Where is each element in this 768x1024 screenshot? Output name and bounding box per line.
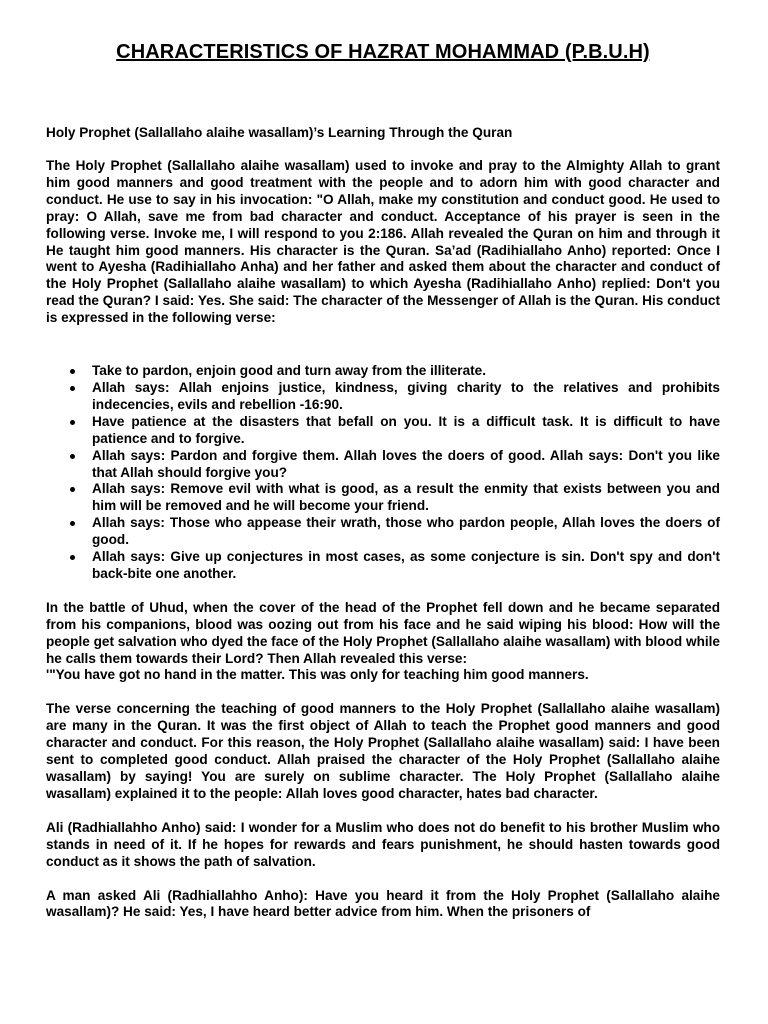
ali-paragraph-1: Ali (Radhiallahho Anho) said: I wonder for a Muslim who does not do benefit to his brother Muslim who stands in need of it. If he hopes for rewards and fears punishment, he should hasten towards good conduct as it shows the path of salvation. (46, 819, 720, 869)
list-item: Allah says: Remove evil with what is good, as a result the enmity that exists between you and him will be removed and he will become your friend. (70, 481, 720, 515)
list-item: Allah says: Allah enjoins justice, kindness, giving charity to the relatives and prohibits indecencies, evils and rebellion -16:90. (70, 380, 720, 414)
list-item: Have patience at the disasters that befall on you. It is a difficult task. It is difficult to have patience and to forgive. (70, 414, 720, 448)
bullet-icon (70, 454, 75, 459)
bullet-icon (70, 555, 75, 560)
ali-paragraph-2: A man asked Ali (Radhiallahho Anho): Have you heard it from the Holy Prophet (Sallallaho alaihe wasallam)? He said: Yes, I have heard better advice from him. When the prisoners of (46, 887, 720, 920)
page-title: CHARACTERISTICS OF HAZRAT MOHAMMAD (P.B.U.H) (116, 41, 650, 63)
bullet-icon (70, 369, 75, 374)
list-item: Take to pardon, enjoin good and turn away from the illiterate. (70, 363, 720, 380)
bullet-icon (70, 420, 75, 425)
list-item: Allah says: Pardon and forgive them. Allah loves the doers of good. Allah says: Don't you like that Allah should forgive you? (70, 448, 720, 482)
teaching-paragraph: The verse concerning the teaching of good manners to the Holy Prophet (Sallallaho alaihe wasallam) are many in the Quran. It was the first object of Allah to teach the Prophet good manners and good character and conduct. For this reason, the Holy Prophet (Sallallaho alaihe wasallam) said: I have been sent to completed good conduct. Allah praised the character of the Holy Prophet (Sallallaho alaihe wasallam) by saying! You are surely on sublime character. The Holy Prophet (Sallallaho alaihe wasallam) explained it to the people: Allah loves good character, hates bad character. (46, 701, 720, 801)
list-item: Allah says: Give up conjectures in most cases, as some conjecture is sin. Don't spy and don't back-bite one another. (70, 549, 720, 583)
intro-paragraph: The Holy Prophet (Sallallaho alaihe wasallam) used to invoke and pray to the Almighty Allah to grant him good manners and good treatment with the people and to adorn him with good character and conduct. He use to say in his invocation: "O Allah, make my constitution and conduct good. He used to pray: O Allah, save me from bad character and conduct. Acceptance of his prayer is seen in the following verse. Invoke me, I will respond to you 2:186. Allah revealed the Quran on him and through it He taught him good manners. His character is the Quran. Sa’ad (Radihiallaho Anho) reported: Once I went to Ayesha (Radihiallaho Anha) and her father and asked them about the character and conduct of the Holy Prophet (Sallallaho alaihe wasallam) to which Ayesha (Radihiallaho Anho) replied: Don't you read the Quran? I said: Yes. She said: The character of the Messenger of Allah is the Quran. His conduct is expressed in the following verse: (46, 158, 720, 326)
bullet-icon (70, 386, 75, 391)
section-heading: Holy Prophet (Sallallaho alaihe wasallam)’s Learning Through the Quran (46, 125, 513, 140)
uhud-paragraph: In the battle of Uhud, when the cover of the head of the Prophet fell down and he became separated from his companions, blood was oozing out from his face and he said wiping his blood: How will the people get salvation who dyed the face of the Holy Prophet (Sallallaho alaihe wasallam) with blood while he calls them towards their Lord? Then Allah revealed this verse: (46, 599, 720, 666)
verse-list (46, 363, 720, 583)
bullet-icon (70, 487, 75, 492)
uhud-quote: '"You have got no hand in the matter. This was only for teaching him good manners. (46, 667, 589, 683)
bullet-icon (70, 521, 75, 526)
list-item: Allah says: Those who appease their wrath, those who pardon people, Allah loves the doers of good. (70, 515, 720, 549)
